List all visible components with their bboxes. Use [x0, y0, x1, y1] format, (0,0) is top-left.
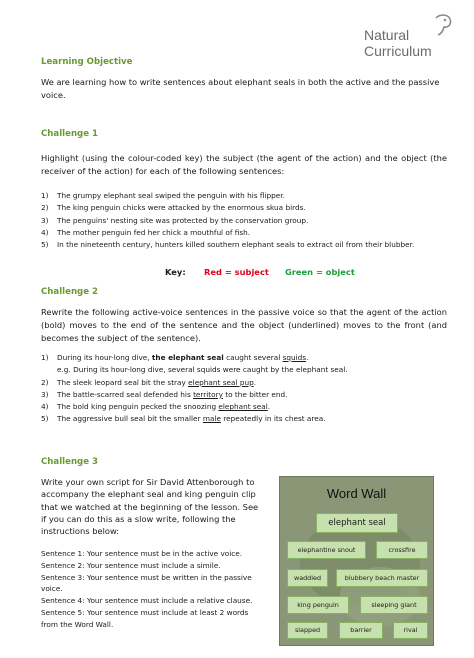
object-text: elephant seal pup: [188, 377, 254, 387]
word-tile: rival: [393, 622, 428, 639]
object-text: territory: [193, 389, 223, 399]
challenge-2-sentence-list: [41, 352, 447, 426]
word-tile: waddled: [287, 569, 328, 587]
challenge-2-heading: Challenge 2: [41, 287, 99, 297]
challenge-3-sentence-rules: [41, 548, 267, 631]
list-item: 5) The aggressive bull seal bit the smaller male repeatedly in its chest area.: [41, 414, 326, 424]
list-item: 3) The penguins' nesting site was protected by the conservation group.: [41, 215, 309, 225]
list-item: 4) The bold king penguin pecked the snoozing elephant seal.: [41, 402, 271, 412]
word-wall: [279, 476, 434, 646]
word-tile: barrier: [339, 622, 383, 639]
key-red-subject: Red = subject: [204, 267, 269, 277]
natural-curriculum-logo: [364, 14, 464, 64]
sentence-rule: Sentence 2: Your sentence must include a simile.: [41, 560, 221, 570]
challenge-3-instruction: Write your own script for Sir David Attenborough to accompany the elephant seal and king penguin clip that we watched at the beginning of the lesson. See if you can do this as a slow write, following the instructions below:: [41, 477, 259, 537]
list-item: 2) The king penguin chicks were attacked by the enormous skua birds.: [41, 203, 306, 213]
object-text: squids: [282, 353, 307, 362]
learning-objective-heading: Learning Objective: [41, 57, 133, 67]
list-item: 2) The sleek leopard seal bit the stray elephant seal pup.: [41, 377, 257, 387]
list-item: 3) The battle-scarred seal defended his territory to the bitter end.: [41, 389, 288, 399]
list-item: 5) In the nineteenth century, hunters killed southern elephant seals to extract oil from their blubber.: [41, 240, 415, 250]
challenge-3-heading: Challenge 3: [41, 457, 99, 467]
sentence-rule: Sentence 3: Your sentence must be written in the passive voice.: [41, 572, 252, 594]
agent-text: the elephant seal: [151, 353, 224, 362]
key-green-object: Green = object: [285, 267, 355, 277]
word-tile: king penguin: [287, 596, 349, 614]
challenge-1-sentence-list: [41, 190, 447, 251]
learning-objective-text: We are learning how to write sentences about elephant seals in both the active and the passive voice.: [41, 77, 440, 100]
sentence-rule: Sentence 1: Your sentence must be in the active voice.: [41, 549, 243, 558]
word-tile: sleeping giant: [360, 596, 428, 614]
word-tile: elephant seal: [316, 513, 398, 533]
word-tile: blubbery beach master: [336, 569, 428, 587]
list-item: 4) The mother penguin fed her chick a mouthful of fish.: [41, 227, 251, 237]
example-sentence: e.g. During its hour-long dive, several squids were caught by the elephant seal.: [57, 365, 348, 375]
sentence-rule: Sentence 4: Your sentence must include a relative clause.: [41, 596, 253, 606]
object-text: male: [202, 414, 221, 424]
challenge-1-heading: Challenge 1: [41, 129, 99, 139]
word-wall-title: Word Wall: [326, 486, 387, 501]
list-item: 1) During its hour-long dive, the elephant seal caught several squids. e.g. During its hour-long dive, several squids were caught by the elephant seal.: [41, 352, 447, 377]
key-label: Key:: [165, 267, 186, 277]
word-tile: slapped: [287, 622, 328, 639]
challenge-2-instruction: Rewrite the following active-voice sentences in the passive voice so that the agent of the action (bold) moves to the end of the sentence and the object (underlined) moves to the front (and becomes the subject of the sentence).: [41, 307, 447, 343]
word-tile: crossfire: [376, 541, 428, 559]
logo-line-1: Natural: [364, 27, 410, 43]
list-item: 1) The grumpy elephant seal swiped the penguin with his flipper.: [41, 191, 285, 200]
object-text: elephant seal: [218, 402, 268, 412]
word-tile: elephantine snout: [287, 541, 366, 559]
logo-line-2: Curriculum: [364, 43, 432, 59]
sentence-rule: Sentence 5: Your sentence must include at least 2 words from the Word Wall.: [41, 607, 249, 629]
challenge-1-instruction: Highlight (using the colour-coded key) the subject (the agent of the action) and the object (the receiver of the action) for each of the following sentences:: [41, 153, 447, 176]
elephant-logo-icon: [414, 14, 454, 36]
